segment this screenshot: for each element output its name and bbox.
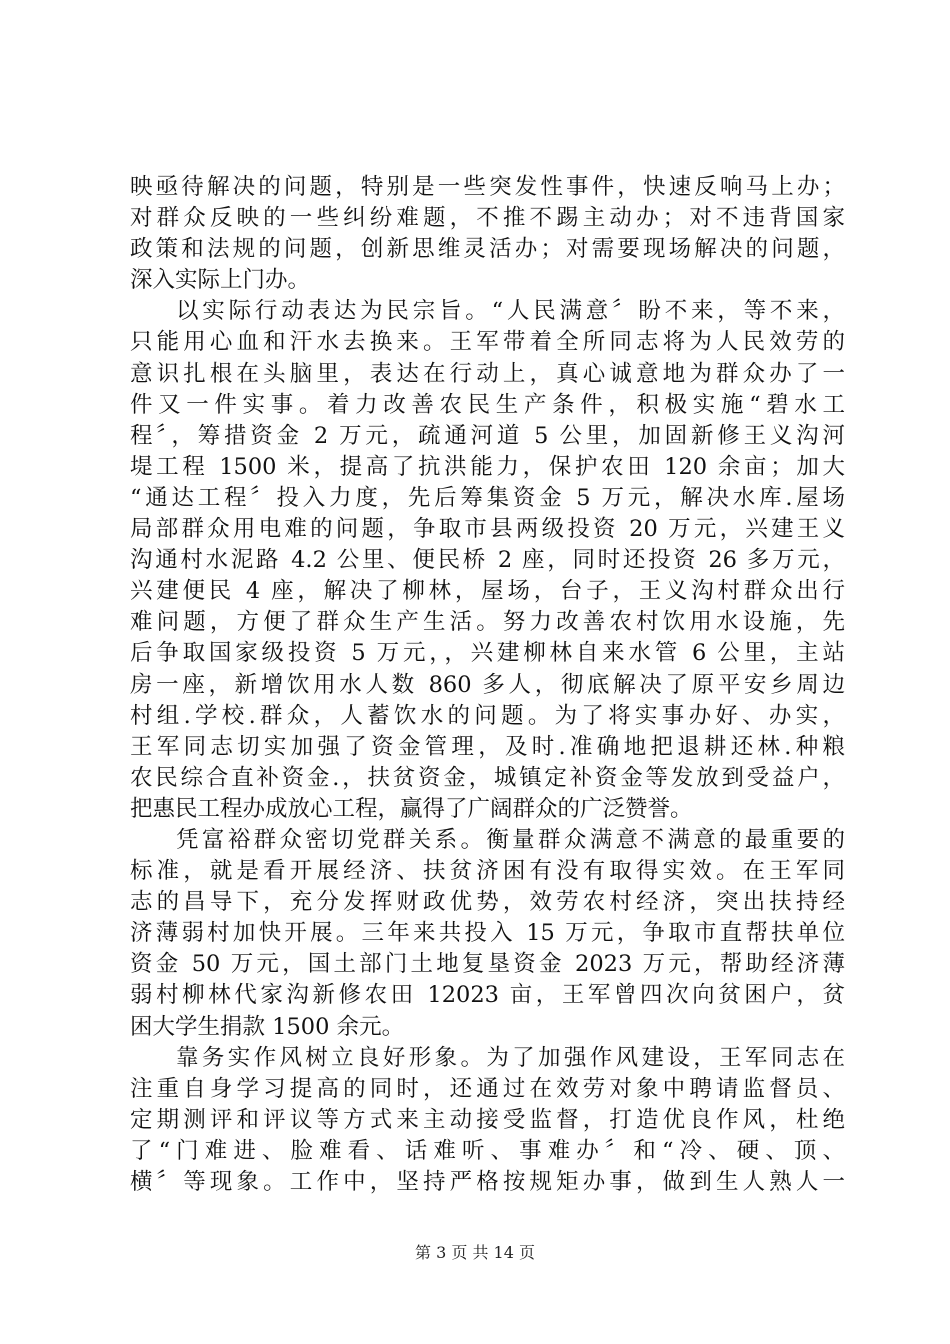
- text-line: 定期测评和评议等方式来主动接受监督，打造优良作风，杜绝: [130, 1106, 845, 1133]
- paragraph-1: [130, 172, 845, 296]
- text-line: 横〞等现象。工作中，坚持严格按规矩办事，做到生人熟人一: [130, 1169, 845, 1195]
- text-line: 凭富裕群众密切党群关系。衡量群众满意不满意的最重要的: [176, 826, 845, 853]
- text-line: 深入实际上门办。: [130, 267, 311, 294]
- paragraph-4: [130, 1043, 845, 1198]
- text-line: 把惠民工程办成放心工程，赢得了广阔群众的广泛赞誉。: [130, 795, 693, 822]
- text-line: 映亟待解决的问题，特别是一些突发性事件，快速反响马上办；: [130, 174, 845, 200]
- text-line: 以实际行动表达为民宗旨。“人民满意〞盼不来，等不来，: [176, 298, 845, 325]
- paragraph-2: [130, 296, 845, 825]
- text-line: 程〞，筹措资金 2 万元，疏通河道 5 公里，加固新修王义沟河: [130, 422, 845, 449]
- text-line: 局部群众用电难的问题，争取市县两级投资 20 万元，兴建王义: [130, 516, 845, 543]
- text-line: 难问题，方便了群众生产生活。努力改善农村饮用水设施，先: [130, 609, 845, 636]
- text-line: 村组.学校.群众，人蓄饮水的问题。为了将实事办好、办实，: [130, 702, 845, 729]
- text-line: 意识扎根在头脑里，表达在行动上，真心诚意地为群众办了一: [130, 360, 845, 387]
- text-line: 件又一件实事。着力改善农民生产条件，积极实施“碧水工: [130, 391, 845, 418]
- text-line: 志的昌导下，充分发挥财政优势，效劳农村经济，突出扶持经: [130, 889, 845, 916]
- text-line: 标准，就是看开展经济、扶贫济困有没有取得实效。在王军同: [130, 858, 845, 885]
- page-number-footer: 第 3 页 共 14 页: [415, 1243, 535, 1262]
- text-line: 沟通村水泥路 4.2 公里、便民桥 2 座，同时还投资 26 多万元，: [130, 547, 845, 574]
- text-line: 弱村柳林代家沟新修农田 12023 亩，王军曾四次向贫困户，贫: [130, 982, 845, 1009]
- document-body: [130, 172, 845, 1198]
- text-line: 后争取国家级投资 5 万元，，兴建柳林自来水管 6 公里，主站: [130, 640, 845, 667]
- text-line: 政策和法规的问题，创新思维灵活办；对需要现场解决的问题，: [130, 236, 845, 263]
- text-line: 济薄弱村加快开展。三年来共投入 15 万元，争取市直帮扶单位: [130, 920, 845, 947]
- text-line: 农民综合直补资金.，扶贫资金，城镇定补资金等发放到受益户，: [130, 764, 845, 791]
- text-line: 了“门难进、脸难看、话难听、事难办〞和“冷、硬、顶、: [130, 1137, 845, 1164]
- text-line: 对群众反映的一些纠纷难题，不推不踢主动办；对不违背国家: [130, 205, 845, 232]
- text-line: 资金 50 万元，国土部门土地复垦资金 2023 万元，帮助经济薄: [130, 951, 845, 978]
- text-line: 只能用心血和汗水去换来。王军带着全所同志将为人民效劳的: [130, 329, 845, 356]
- text-line: 靠务实作风树立良好形象。为了加强作风建设，王军同志在: [176, 1044, 845, 1071]
- text-line: “通达工程〞投入力度，先后筹集资金 5 万元，解决水库.屋场: [130, 484, 845, 511]
- paragraph-3: [130, 825, 845, 1043]
- text-line: 王军同志切实加强了资金管理，及时.准确地把退耕还林.种粮: [130, 733, 845, 760]
- text-line: 兴建便民 4 座，解决了柳林，屋场，台子，王义沟村群众出行: [130, 578, 845, 605]
- text-line: 困大学生捐款 1500 余元。: [130, 1013, 405, 1040]
- text-line: 注重自身学习提高的同时，还通过在效劳对象中聘请监督员、: [130, 1075, 845, 1102]
- text-line: 房一座，新增饮用水人数 860 多人，彻底解决了原平安乡周边: [130, 671, 845, 698]
- text-line: 堤工程 1500 米，提高了抗洪能力，保护农田 120 余亩；加大: [130, 453, 845, 480]
